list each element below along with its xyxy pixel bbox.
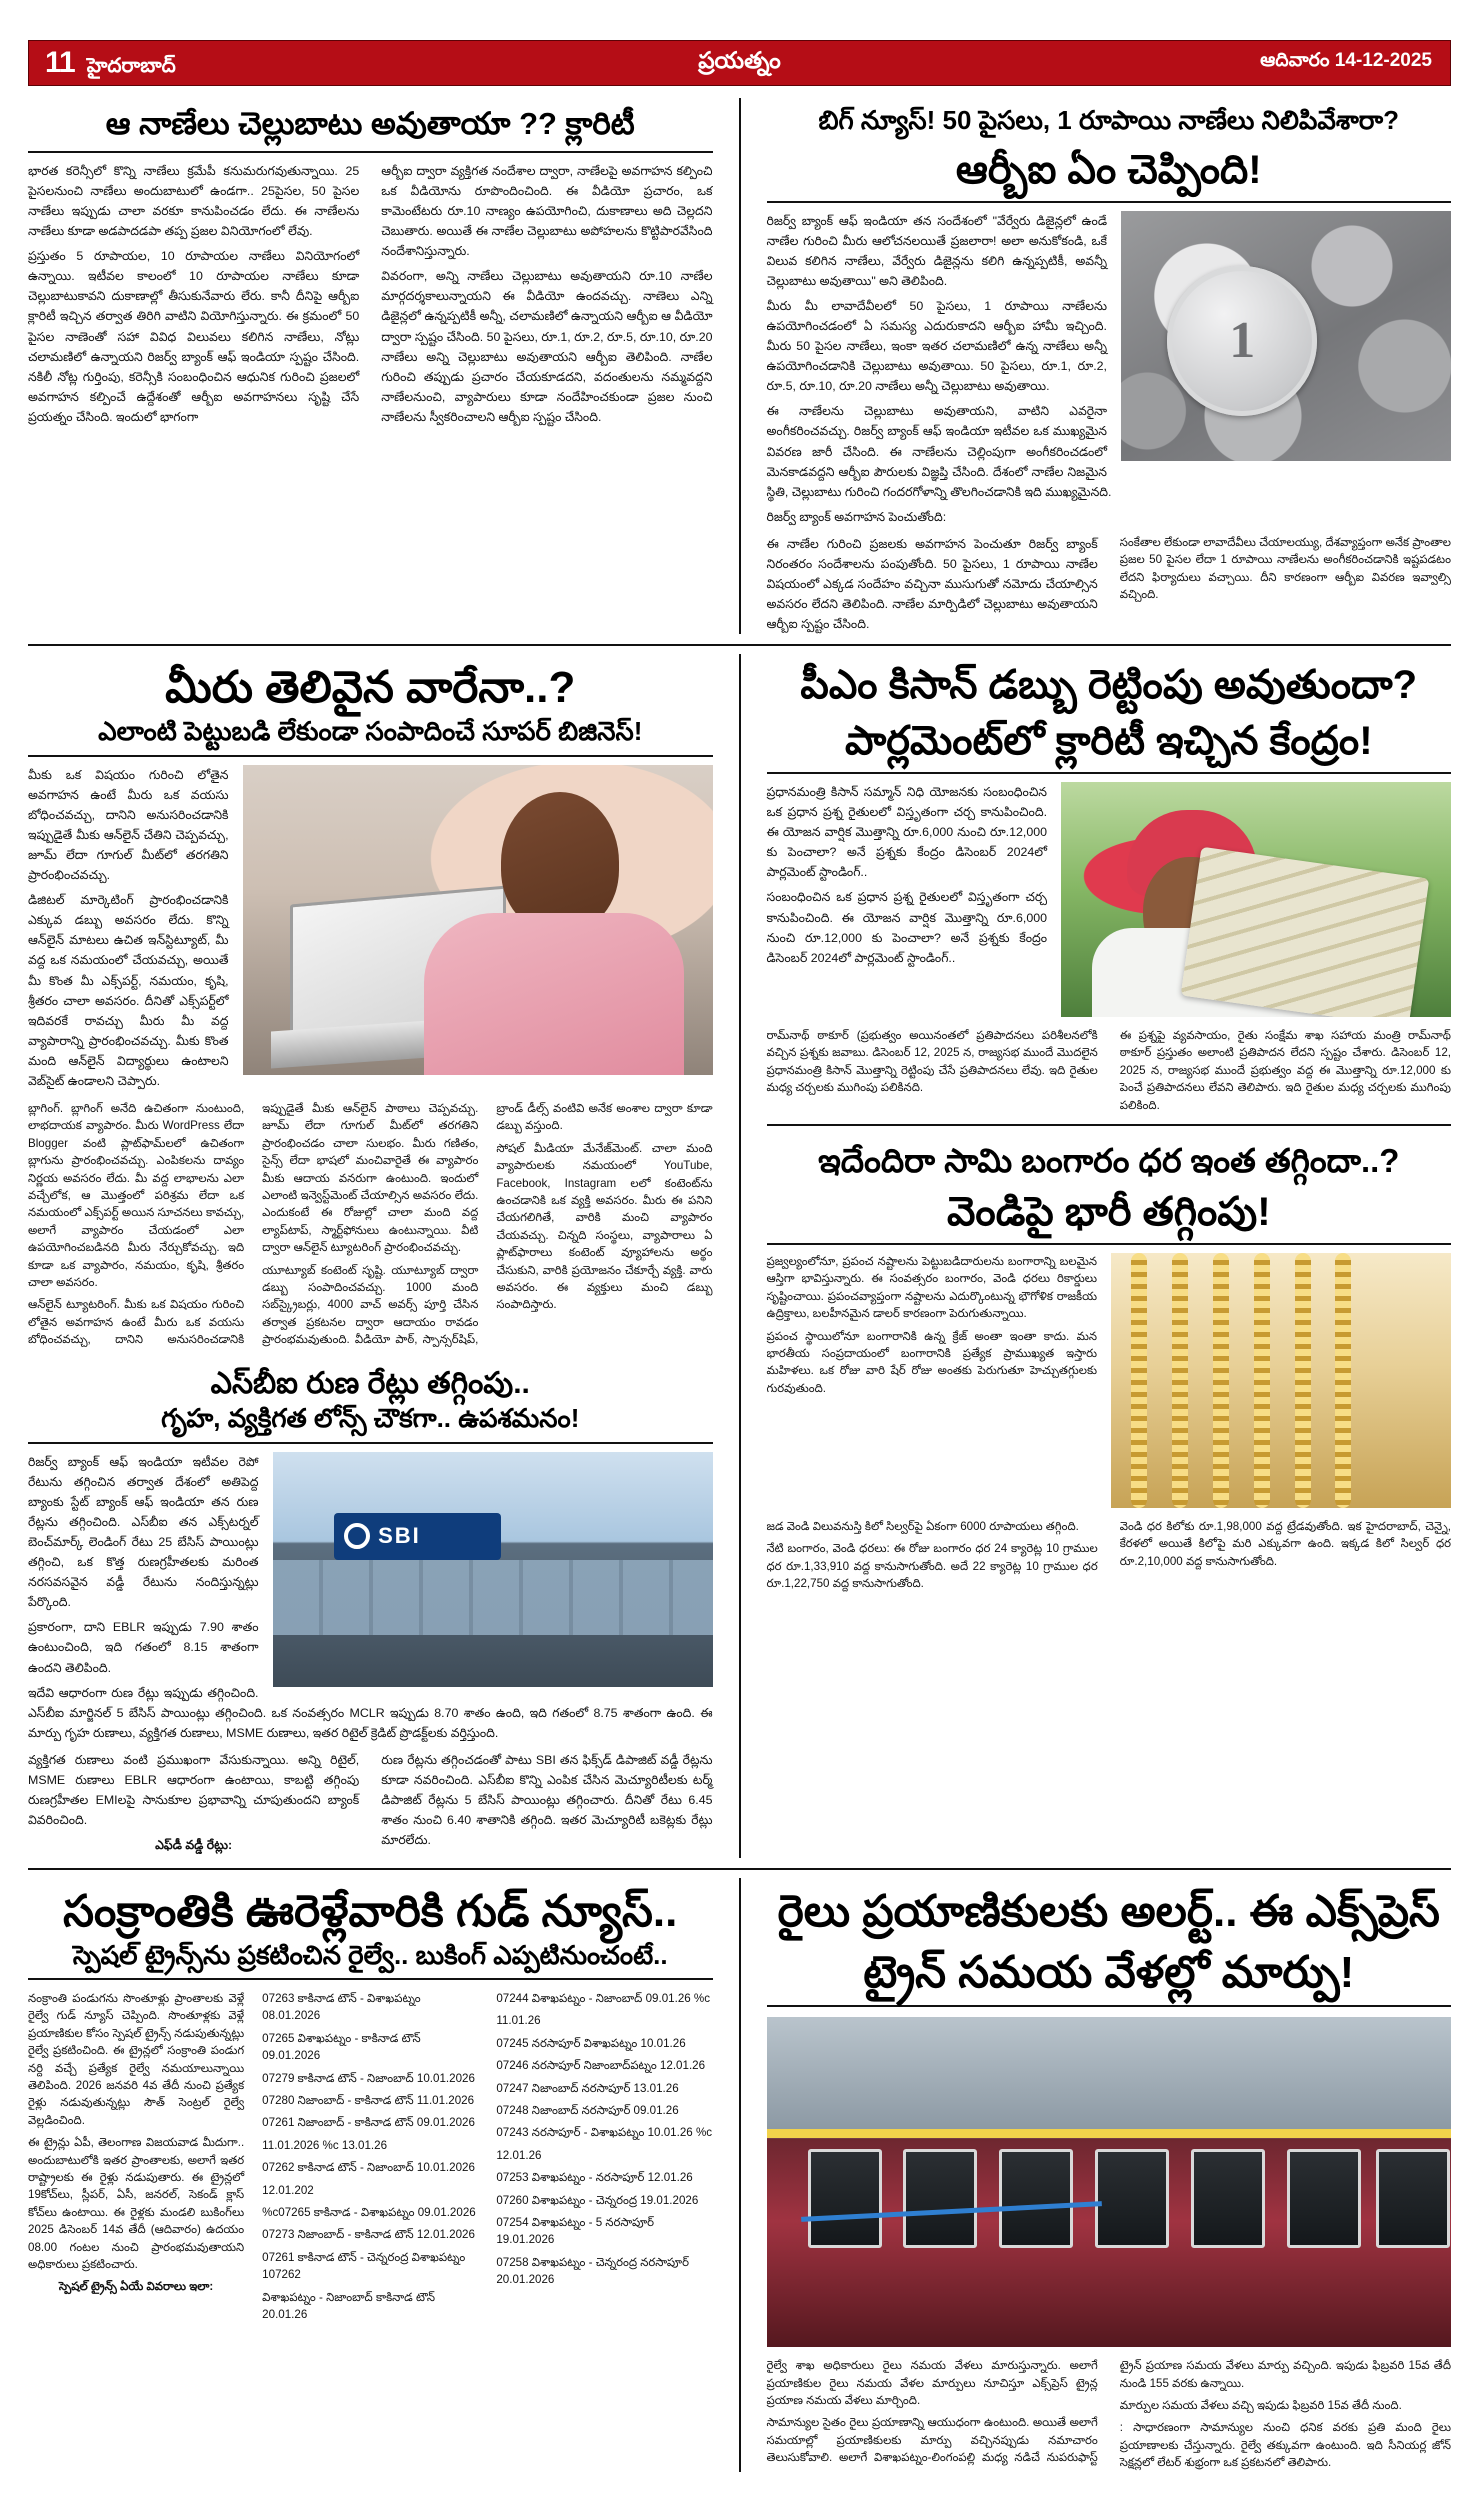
pm-kisan-headline: పార్లమెంట్‌లో క్లారిటీ ఇచ్చిన కేంద్రం! (844, 719, 1373, 764)
train-list-item: విశాఖపట్నం - నిజాంబాద్ కాకినాడ టౌన్ 20.01.26 (262, 2290, 436, 2321)
article-pm-kisan (767, 654, 1452, 1114)
person-head (501, 792, 619, 932)
paragraph: మార్పుల సమయ వేళలు వచ్చి ఇపుడు ఫిబ్రవరి 15వ తేదీ నుంది. (1119, 2399, 1402, 2413)
paragraph: రిజర్వ్ బ్యాంక్ ఆఫ్ ఇండియా తన సందేశంలో "వేర్వేరు డిజైన్లలో ఉండే నాణేల గురించి మీరు ఆలోచనలయితే ప్రజలారా! అలా అనుకోకండి, ఒకే విలువ కలిగిన నాణేలు, వేర్వేరు డిజైన్లను కలిగి ఉన్నప్పటికీ, అవన్నీ చెల్లుబాటు అవుతాయి" అని తెలిపింది. (766, 213, 1108, 288)
woman-laptop-photo (243, 765, 713, 1075)
masthead-left (29, 48, 176, 78)
train-yellow-stripe (767, 2129, 1452, 2138)
paragraph: రిజర్వ్ బ్యాంక్ ఆఫ్ ఇండియా ఇటీవల రెపో రేటును తగ్గించిన తర్వాత దేశంలో అతిపెద్ద బ్యాంకు స్టేట్ బ్యాంక్ ఆఫ్ ఇండియా తన రుణ రేట్లను తగ్గించింది. ఎస్‌బీఐ తన ఎక్స్‌టర్నల్ బెంచ్‌మార్క్ లెండింగ్ రేటు 25 బేసిస్ పాయింట్లు తగ్గించి, ఒక కొత్త రుణగ్రహీతలకు మరింత నరసవసవైన వడ్డీ రేటును నందిస్తున్నట్లు పేర్కొంది. (28, 1454, 259, 1610)
column-divider (739, 98, 741, 634)
rbi-headline: ఆర్బీఐ ఏం చెప్పింది! (955, 147, 1262, 192)
paragraph: సామాన్యుల సైతం రైలు ప్రయాణాన్ని ఆయుధంగా ఉంటుంది. అయితే అలాగే సమయాల్లో ప్రయాణికులకు మార్పు వచ్చినప్పుడు నమాచారం తెలుసుకోవాలి. అలాగే విశాఖపట్నం-లింగంపల్లి మధ్య నడిచే నుపరుఫాస్ట్ ట్రైన్ ప్రయాణ సమయ వేళలు మార్పు వచ్చింది. ఇపుడు ఫిబ్రవరి 15వ తేదీ నుండి 155 వరకు ఉన్నాయి. (766, 2359, 1451, 2465)
train-window (1191, 2149, 1265, 2248)
train-list-item: 07245 నరసాపూర్ విశాఖపట్నం 10.01.26 (496, 2036, 686, 2050)
paragraph: రుణ రేట్లను తగ్గించడంతో పాటు SBI తన ఫిక్స్‌డ్ డిపాజిట్ వడ్డీ రేట్లను కూడా నవరించింది. ఎస్‌బీఐ కొన్ని ఎంపిక చేసిన మెచ్యూరిటీలకు టర్మ్ డిపాజిట్ రేట్లను 5 బేసిస్ పాయింట్లు తగ్గించారు. దీనితో రేటు 6.45 శాతం నుంచి 6.40 శాతానికి తగ్గింది. ఇతర మెచ్యూరిటీ బకెట్లకు రేట్లు మారలేదు. (381, 1752, 713, 1848)
edition-city: హైదరాబాద్ (86, 55, 176, 77)
paragraph: ఈ నాణేలను చెల్లుబాటు అవుతాయని, వాటిని ఎవరైనా అంగీకరించవచ్చు. రిజర్వ్ బ్యాంక్ ఆఫ్ ఇండియా ఇటీవల ఒక ముఖ్యమైన వివరణ జారీ చేసింది. ఈ నాణేలను చెల్లింపుగా అంగీకరించడంలో మెనకాడవద్దని ఆర్బీఐ పౌరులకు విజ్ఞప్తి చేసింది. దేశంలో నాణేల నిజమైన స్థితి, చెల్లుబాటు గురించి గందరగోళాన్ని తొలగించడానికి ఇది ముఖ్యమైనది. (766, 404, 1112, 499)
article-rbi-50paise (767, 98, 1452, 634)
train-list-item: 07265 విశాఖపట్నం - కాకినాడ టౌన్ 09.01.2026 (262, 2031, 421, 2063)
train-timings-body (767, 2007, 1452, 2471)
masthead (28, 40, 1451, 86)
paragraph: మీకు ఒక విషయం గురించి లోతైన అవగాహన ఉంటే మీరు ఒక వయసు బోధించవచ్చు, దానిని అనుసరించడానికి ఇప్పుడైతే మీకు ఆన్‌లైన్ చేతిని చెప్పవచ్చు, జూమ్ లేదా గూగుల్ మీట్‌లో తరగతిని ప్రారంభించవచ్చు. (28, 767, 229, 883)
article-smart-business (28, 654, 713, 1858)
paper-name: ప్రయత్నం (698, 46, 781, 73)
paragraph: ప్రపంచ స్థాయిలోనూ బంగారానికి ఉన్న క్రేజ్ అంతా ఇంతా కాదు. మన భారతీయ సంప్రదాయంలో బంగారానికి ప్రత్యేక ప్రాముఖ్యత ఇస్తారు మహిళలు. ఒక రోజు వారి షేర్ రోజు అంతకు పెరుగుతూ హెచ్చుతగ్గులకు గురవుతుంది. (766, 1329, 1098, 1395)
column-divider (739, 654, 741, 1858)
gold-chain-icon (1172, 1253, 1188, 1508)
train-list-item: 07279 కాకినాడ టౌన్ - నిజాంబాద్ 10.01.2026 (262, 2071, 475, 2085)
coins-validity-headline: ఆ నాణేలు చెల్లుబాటు అవుతాయా ?? క్లారిటీ (105, 106, 635, 141)
train-list-item: 11.01.2026 %c 13.01.26 (262, 2138, 388, 2152)
train-timings-headline: రైలు ప్రయాణికులకు అలర్ట్.. ఈ ఎక్స్‌ప్రెస్ (777, 1886, 1440, 1936)
paragraph: ప్రజ్వల్యంలోనూ, ప్రపంచ నష్టాలను పెట్టుబడిదారులను బంగారాన్ని బలమైన ఆస్తిగా భావిస్తున్నారు. ఈ సంవత్సరం బంగారం, వెండి ధరలు రికార్డులు సృష్టించాయి. ప్రపంచవ్యాప్తంగా నష్టాలను ఎదుర్కొంటున్న భౌగోళిక రాజకీయ ఉద్రిక్తాలు, బలహీనమైన డాలర్ కారణంగా పెరుగుతున్నాయి. (766, 1254, 1098, 1321)
train-list-item: 07280 నిజాంబాద్ - కాకినాడ టౌన్ 11.01.2026 (262, 2094, 475, 2108)
train-list-item: 11.01.26 (496, 2014, 541, 2028)
train-list-item: 07246 నరసాపూర్ నిజాంబాద్‌పట్నం 12.01.26 (496, 2059, 706, 2073)
train-list-item: 12.01.26 (496, 2148, 542, 2162)
gold-headline: వెండిపై భారీ తగ్గింపు! (946, 1190, 1271, 1235)
smart-business-subhead: ఎలాంటి పెట్టుబడి లేకుండా సంపాదించే సూపర్ బిజినెస్! (98, 716, 643, 747)
paragraph: ప్రకారంగా, దాని EBLR ఇప్పుడు 7.90 శాతం ఉంటుంచింది, ఇది గతంలో 8.15 శాతంగా ఉందని తెలిపింది. (28, 1620, 259, 1675)
paragraph: ఇదేవి ఆధారంగా రుణ రేట్లు ఇప్పుడు తగ్గించింది. ఎస్‌బీఐ మార్జినల్ 5 బేసిస్ పాయింట్లు తగ్గించింది. ఒక నంవత్సరం MCLR ఇప్పుడు 8.70 శాతం ఉంది, ఇది గతంలో 8.75 శాతంగా ఉంది. ఈ మార్పు గృహ రుణాలు, వ్యక్తిగత రుణాలు, MSME రుణాలు, ఇతర రిటైల్ క్రెడిట్ ప్రొడక్ట్‌లకు వర్తిస్తుంది. (28, 1685, 713, 1740)
rbi-kicker: బిగ్ న్యూస్! 50 పైసలు, 1 రూపాయి నాణేలు నిలిపివేశారా? (818, 105, 1400, 135)
rbi-photo-caption: సంకేతాల లేకుండా లావాదేవీలు చేయాలయ్యు, దేశవ్యాప్తంగా అనేక ప్రాంతాల ప్రజల 50 పైసల లేదా 1 రూపాయి నాణేలను అంగీకరించడానికి ఇష్టపడటం లేదని ఫిర్యాదులు వచ్చాయి. దీని కారణంగా ఆర్బీఐ వివరణ ఇవ్వాల్సి వచ్చింది. (1119, 535, 1451, 602)
train-list-item: 07261 కాకినాడ టౌన్ - చెన్నరంద్ర విశాఖపట్నం 107262 (262, 2250, 466, 2282)
gold-chain-icon (1335, 1253, 1351, 1508)
paragraph: : సాధారణంగా సామాన్యుల నుంచి ధనిక వరకు ప్రతి మంది రైలు ప్రయాణాలకు చేస్తున్నారు. రైల్వే తక్కువగా ఉంటుంది. ఇది సీనియర్ల జోన్ సెక్షన్లలో లేటర్ శుభ్రంగా ఒక ప్రకటనలో తెలిపారు. (1119, 2421, 1451, 2470)
train-window (1287, 2149, 1361, 2248)
sbi-body (28, 1444, 713, 1748)
train-list-item: 07262 కాకినాడ టౌన్ - నిజాంబాద్ 10.01.2026 (262, 2161, 475, 2175)
train-list-item: 07261 నిజాంబాద్ - కాకినాడ టౌన్ 09.01.2026 (262, 2116, 475, 2130)
coins-validity-body (28, 153, 713, 432)
paragraph: డిజిటల్ మార్కెటింగ్ ప్రారంభించడానికి ఎక్కువ డబ్బు అవసరం లేదు. కొన్ని ఆన్‌లైన్ మాటలు ఉచిత ఇన్‌స్టిట్యూట్, మీ వద్ద ఒక నమయంలో చేయవచ్చు, అయితే మీ కొంత మీ ఎక్స్‌పర్ట్, నమయం, కృషి, శ్రీతరం చాలా అవసరం. దీనితో ఎక్స్‌పర్ట్‌లో ఇదివరకే రావచ్చు మీరు మీ వద్ద వ్యాపారాన్ని ప్రారంభించవచ్చు. మీకు కొంత మంది ఆన్‌లైన్ విద్యార్థులు ఉంటాలని వెబ్‌సైట్ ఉండాలని చెప్పారు. (28, 893, 229, 1088)
sbi-branch-photo (273, 1452, 713, 1687)
paragraph: సంబంధించిన ఒక ప్రధాన ప్రశ్న రైతులలో విస్తృతంగా చర్చ కానుపించింది. ఈ యోజన వార్షిక మొత్తాన్ని రూ.6,000 నుంచి రూ.12,000 కు పెంచాలా? అనే ప్రశ్నకు కేంద్రం డిసెంబర్ 2024లో పార్లమెంట్ స్టాండింగ్.. (766, 890, 1048, 965)
currency-notes-icon (1181, 847, 1430, 1017)
train-photo (767, 2017, 1452, 2347)
train-window (903, 2149, 977, 2248)
train-list-item: %c07265 కాకినాడ - విశాఖపట్నం 09.01.2026 (262, 2205, 476, 2219)
train-window (808, 2149, 882, 2248)
train-photo-caption: రైల్వే శాఖ అధికారులు రైలు నమయ వేళలు మారుస్తున్నారు. అలాగే ప్రయాణికుల రైలు నమయ వేళల మార్పులు నూచిస్తూ ఎక్స్‌ప్రెస్ ట్రైన్ల ప్రయాణ నమయ వేళలు మార్చింది. (766, 2359, 1098, 2408)
coins-photo (1121, 211, 1451, 461)
train-list-item: 07258 విశాఖపట్నం - చెన్నరంద్ర నరసాపూర్ 20.01.2026 (496, 2255, 689, 2287)
train-list-item: 07247 నిజాంబాద్ నరసాపూర్ 13.01.26 (496, 2081, 679, 2095)
paragraph: భారత కరెన్సీలో కొన్ని నాణేలు క్రమేపీ కనుమరుగవుతున్నాయి. 25 పైసలనుంచి నాణేలు అందుబాటులో ఉండగా.. 25పైసల, 50 పైసల నాణేలు ఇప్పుడు చాలా వరకూ కానుపించడం లేదు. ఈ నాణేలను నాణేలు కూడా అడపాదడపా తప్ప ప్రజల వినియోగంలో లేవు. (28, 163, 360, 239)
paragraph: ప్రధానమంత్రి కిసాన్ సమ్మాన్ నిధి యోజనకు సంబంధించిన ఒక ప్రధాన ప్రశ్న రైతులలో విస్తృతంగా చర్చ కానుపించింది. ఈ యోజన వార్షిక మొత్తాన్ని రూ.6,000 నుంచి రూ.12,000 కు పెంచాలా? అనే ప్రశ్నకు కేంద్రం డిసెంబర్ 2024లో పార్లమెంట్ స్టాండింగ్.. (766, 784, 1048, 880)
paragraph: యూట్యూబ్ కంటెంట్ సృష్టి. యూట్యూబ్ ద్వారా డబ్బు సంపాదించవచ్చు. 1000 మంది సబ్‌స్క్రైబర్లు, 4000 వాచ్ అవర్స్ పూర్తి చేసిన తర్వాత ప్రకటనల ద్వారా ఆదాయం రావడం ప్రారంభమవుతుంది. వీడియో పాఠ్, స్పాన్సర్‌షిప్, బ్రాండ్ డీల్స్ వంటివి అనేక అంశాల ద్వారా కూడా డబ్బు వస్తుంది. (262, 1102, 713, 1347)
paragraph: రిజర్వ్ బ్యాంక్ అవగాహన పెంచుతోంది: (766, 509, 947, 524)
sankranti-body (28, 1980, 713, 2323)
train-window (999, 2149, 1073, 2248)
article-coins-validity (28, 98, 713, 634)
article-sbi-rates (28, 1359, 713, 1858)
rupee-coin-icon: 1 (1167, 266, 1317, 416)
gold-body (767, 1245, 1452, 1516)
train-list-subhead: స్పెషల్ ట్రైన్స్ ఏయే వివరాలు ఇలా: (58, 2280, 214, 2294)
column-divider (739, 1878, 741, 2472)
paragraph: సోషల్ మీడియా మేనేజ్‌మెంట్. చాలా మంది వ్యాపారులకు నమయంలో YouTube, Facebook, Instagram లలో కంటెంట్‌ను ఉంచడానికి ఒక వ్యక్తి అవసరం. మీరు ఈ పనిని చేయగలిగితే, వారికి మంచి వ్యాపారం చేయవచ్చు. చిన్నది సంస్థలు, వ్యాపారాలు ఏ ప్లాట్‌ఫారాలు కంటెంట్ వ్యూహాలను అర్థం చేసుకుని, వారికి ప్రయోజనం చేకూర్చే వ్యక్తి. వారు అవసరం. ఈ వ్యక్తులు మంచి డబ్బు సంపాదిస్తారు. (496, 1141, 713, 1312)
gold-chain-icon (1254, 1253, 1270, 1508)
sankranti-headline: సంక్రాంతికి ఊరెళ్లేవారికి గుడ్ న్యూస్.. (63, 1886, 678, 1936)
sankranti-subhead: స్పెషల్ ట్రైన్స్‌ను ప్రకటించిన రైల్వే.. బుకింగ్ ఎప్పటినుంచంటే.. (72, 1939, 668, 1970)
gold-photo-caption: జడ వెండి విలువనుస్తి కిలో సిల్వర్‌పై ఏకంగా 6000 రూపాయలు తగ్గింది. (766, 1519, 1079, 1533)
paragraph: నంక్రాంతి పండుగను సొంతూళ్లు ప్రాంతాలకు వెళ్లే రైల్వే గుడ్ న్యూస్ చెప్పింది. సొంతూళ్లకు వెళ్లే ప్రయాణికుల కోసం స్పెషల్ ట్రైన్స్ నడుపుతున్నట్లు రైల్వే ప్రకటించింది. ఈ ట్రైన్లలో సంక్రాంతి పండుగ నర్ది వచ్చే ప్రత్యేక రైల్వే నమయాలున్నాయి తెలిపింది. 2026 జనవరి 4వ తేదీ నుంచి ప్రత్యేక రైళ్లు నడువుతున్నట్లు సౌత్ సెంట్రల్ రైల్వే వెల్లడించింది. (28, 1992, 245, 2127)
paragraph: బ్లాగింగ్. బ్లాగింగ్ అనేది ఉచితంగా నుంటుంది, లాభదాయక వ్యాపారం. మీరు WordPress లేదా Blogger వంటి ప్లాట్‌ఫామ్‌లలో ఉచితంగా బ్లాగును ప్రారంభించవచ్చు. ఎంపికలను దావ్యం నిర్ణయ అవసరం లేదు. మీ వద్ద లాభాలను ఎలా వచ్చేలోక, ఆ మొత్తంలో పరిశ్రమ లేదా ఒక నమయంలో ఎక్స్‌పర్ట్ అయిన సూచనలు కావచ్చు, అలాగే వ్యాపారం చేయడంలో ఎలా ఉపయోగించబడినది మీరు నేర్చుకోవచ్చు. ఇది కూడా ఒక వ్యాపారం, నమయం, కృషి, శ్రీతరం చాలా అవసరం. (28, 1102, 245, 1289)
pm-kisan-photo-caption: రామ్‌నాథ్ ఠాకూర్ (ప్రభుత్వం అయినంతలో ప్రతిపాదనలు పరిశీలనలోకి వచ్చిన ప్రశ్నకు జవాబు. డిసెంబర్ 12, 2025 న, రాజ్యసభ ముందే మొదలైన ప్రధానమంత్రి కిసాన్ మొత్తాన్ని రెట్టింపు చేసే ప్రతిపాదనలు లేవు. ఇది రైతుల మధ్య చర్చలకు ముగింపు పలికినది. (766, 1028, 1098, 1095)
gold-chain-icon (1131, 1253, 1147, 1508)
paragraph: వెండి ధర కిలోకు రూ.1,98,000 వద్ద ట్రేడవుతోంది. ఇక హైదరాబాద్, చెన్నై, కేరళలో అయితే కిలోపై మరి ఎక్కువగా ఉంది. ఇక్కడ కిలో సిల్వర్ ధర రూ.2,10,000 వద్ద కానుసాగుతోంది. (1119, 1519, 1451, 1568)
glass-facade (273, 1560, 713, 1635)
article-gold-price (767, 1126, 1452, 1593)
paragraph: ఆర్బీఐ ద్వారా వ్యక్తిగత నందేశాల ద్వారా, నాణేలపై అవగాహన కల్పించి ఒక వీడియోను రూపొందించింది. ఈ వీడియో ప్రచారం, ఒక కామెంటేటరు రూ.10 నాణ్యం ఉపయోగించి, దుకాణాలు అది చెల్లదని చెబుతారు. అయితే ఈ నాణేల చెల్లుబాటు అపోహలను కొట్టిపారవేసింది నందేశానిస్తున్నారు. (381, 163, 713, 259)
article-sankranti-trains (28, 1878, 713, 2472)
paragraph: మీరు మీ లావాదేవీలలో 50 పైసలు, 1 రూపాయి నాణేలను ఉపయోగించడంలో ఏ సమస్య ఎదురుకాదని ఆర్బీఐ హామీ ఇచ్చింది. మీరు 50 పైసల నాణేలు, ఇంకా ఇతర చలామణిలో ఉన్న నాణేలు అన్నీ ఉపయోగించడానికి చెల్లుబాటు అవుతాయి. 50 పైసలు, రూ.1, రూ.2, రూ.5, రూ.10, రూ.20 నాణేలు అన్నీ చెల్లుబాటు అవుతాయి. (766, 298, 1108, 394)
gold-chain-icon (1295, 1253, 1311, 1508)
train-list-item: 07254 విశాఖపట్నం - 5 నరసాపూర్ 19.01.2026 (496, 2215, 655, 2247)
page-number: 11 (45, 46, 75, 79)
band-middle (28, 646, 1451, 1858)
sbi-logo-sign: SBI (334, 1513, 501, 1560)
train-window (1376, 2149, 1450, 2248)
train-list-item: 07248 నిజాంబాద్ నరసాపూర్ 09.01.26 (496, 2104, 679, 2118)
train-window (1095, 2149, 1169, 2248)
train-list-item: 07244 విశాఖపట్నం - నిజాంబాద్ 09.01.26 %c (496, 1992, 711, 2006)
train-list-item: 12.01.202 (262, 2183, 314, 2197)
sbi-headline: ఎస్‌బీఐ రుణ రేట్లు తగ్గింపు.. (210, 1366, 530, 1400)
paragraph: ఆన్‌లైన్ ట్యూటరింగ్. మీకు ఒక విషయం గురించి లోతైన అవగాహన ఉంటే మీరు ఒక వయసు బోధించవచ్చు, దానిని అనుసరించడానికి ఇప్పుడైతే మీకు ఆన్‌లైన్ పాఠాలు చెప్పవచ్చు. జూమ్ లేదా గూగుల్ మీట్‌లో తరగతిని ప్రారంభించడం చాలా సులభం. మీరు గణితం, సైన్స్ లేదా భాషలో మంచివారైతే ఈ వ్యాపారం మీకు ఆదాయ వనరుగా ఉంటుంది. ఇందులో ఎలాంటి ఇన్వెస్ట్‌మెంట్ చేయాల్సిన అవసరం లేదు. ఎందుకంటే ఈ రోజుల్లో చాలా మంది వద్ద ల్యాప్‌టాప్, స్మార్ట్‌ఫోనులు ఉంటున్నాయి. వీటి ద్వారా ఆన్‌లైన్ ట్యూటరింగ్ ప్రారంభించవచ్చు. (28, 1102, 479, 1347)
sbi-keyhole-icon (344, 1523, 370, 1549)
smart-business-headline: మీరు తెలివైన వారేనా..? (165, 663, 576, 713)
sbi-subhead: గృహ, వ్యక్తిగత లోన్స్ చౌకగా.. ఉపశమనం! (161, 1403, 580, 1434)
train-list-item: 07260 విశాఖపట్నం - చెన్నరంద్ర 19.01.2026 (496, 2193, 699, 2207)
smart-business-body (28, 757, 713, 1097)
train-list-item: 07243 నరసాపూర్ - విశాఖపట్నం 10.01.26 %c (496, 2126, 713, 2140)
paragraph: వ్యక్తిగత రుణాలు వంటి ప్రముఖంగా వేసుకున్నాయి. అన్ని రిటైల్, MSME రుణాలు EBLR ఆధారంగా ఉంటాయి, కాబట్టి తగ్గింపు రుణగ్రహీతల EMIలపై సానుకూల ప్రభావాన్ని చూపుతుందని బ్యాంక్ వివరించింది. (28, 1752, 360, 1828)
date-line: ఆదివారం 14-12-2025 (1260, 50, 1432, 71)
paragraph: ప్రస్తుతం 5 రూపాయల, 10 రూపాయల నాణేలు వినియోగంలో ఉన్నాయి. ఇటీవల కాలంలో 10 రూపాయల నాణేలు కూడా చెల్లుబాటుకావని దుకాణాల్లో తీసుకునేవారు లేరు. కానీ దీనిపై ఆర్బీఐ క్లారిటీ ఇచ్చిన తర్వాత తిరిగి వాటిని వియోగిస్తున్నారు. ఈ క్రమంలో 50 పైసల నాణెంతో సహా వివిధ విలువలు కలిగిన నాణేలు, నోట్లు చలామణిలో ఉన్నాయని రిజర్వ్ బ్యాంక్ ఆఫ్ ఇండియా స్పష్టం చేసింది. నకిలీ నోట్ల గుర్తింపు, కరెన్సీకి సంబంధించిన ఆధునిక గురించి ప్రజలలో అవగాహన కల్పించే ఉద్దేశంతో ఆర్బీఐ అవగాహనలు సృష్టి చేసే ప్రయత్నం చేసింది. ఇందులో భాగంగా (28, 249, 360, 424)
fd-rates-subhead: ఎఫ్‌డీ వడ్డీ రేట్లు: (155, 1838, 233, 1853)
pm-kisan-kicker: పీఎం కిసాన్ డబ్బు రెట్టింపు అవుతుందా? (800, 663, 1418, 708)
paragraph: ఈ నాణేల గురించి ప్రజలకు అవగాహన పెంచుతూ రిజర్వ్ బ్యాంక్ నిరంతరం సందేశాలను పంపుతోంది. 50 పైసలు, 1 రూపాయి నాణేల విషయంలో ఎక్కడ సందేహం వచ్చినా ముసుగుతో నమోదు చేయాల్సిన అవసరం లేదని తెలిపింది. నాణేల మార్పిడిలో చెల్లుబాటు అవుతాయని ఆర్బీఐ స్పష్టం చేసింది. (766, 536, 1098, 632)
train-timings-subhead: ట్రైన్ సమయ వేళల్లో మార్పు! (863, 1947, 1355, 1997)
gold-kicker: ఇదేందిరా సామి బంగారం ధర ఇంత తగ్గిందా..? (818, 1141, 1400, 1179)
paragraph: నేటి బంగారం, వెండి ధరలు: ఈ రోజు బంగారం ధర 24 క్యారెట్ల 10 గ్రాముల ధర రూ.1,33,910 వద్ద కానుసాగుతోంది. అదే 22 క్యారెట్ల 10 గ్రాముల ధర రూ.1,22,750 వద్ద కానుసాగుతోంది. (766, 1542, 1098, 1591)
gold-jewellery-photo (1111, 1253, 1451, 1508)
rbi-body (767, 203, 1452, 532)
train-list-item: 07253 విశాఖపట్నం - నరసాపూర్ 12.01.26 (496, 2171, 693, 2185)
band-bottom (28, 1870, 1451, 2472)
paragraph: వివరంగా, అన్ని నాణేలు చెల్లుబాటు అవుతాయని రూ.10 నాణేల మార్గదర్శకాలున్నాయని ఈ వీడియో ఉందవచ్చు. నాణెలు ఎన్ని డిజైన్లలో ఉన్నప్పటికీ అన్నీ, చలామణిలో ఉన్నాయని ఆర్బీఐ ఆ వీడియో ద్వారా స్పష్టం చేసింది. 50 పైసలు, రూ.1, రూ.2, రూ.5, రూ.10, రూ.20 నాణేలు అన్ని చెల్లుబాటు అవుతాయని ఆర్బీఐ తెలిపింది. నాణేల గురించి తప్పుడు ప్రచారం చేయకూడదని, వదంతులను నమ్మవద్దని నాణేలనుంచి, వ్యాపారులు కూడా నందేహించకుండా ప్రజల నుంచి నాణేలను స్వీకరించాలని ఆర్బీఐ స్పష్టం చేసింది. (381, 269, 713, 424)
article-train-timings (767, 1878, 1452, 2472)
person-body (424, 913, 684, 1074)
paragraph: ఈ ప్రశ్నపై వ్యవసాయం, రైతు సంక్షేమ శాఖ సహాయ మంత్రి రామ్‌నాథ్ ఠాకూర్ ప్రస్తుతం అలాంటి ప్రతిపాదన లేదని స్పష్టం చేశారు. డిసెంబర్ 12, 2025 న, రాజ్యసభ ముందే ప్రభుత్వం వద్ద ఈ మొత్తాన్ని రూ.12,000 కు పెంచే ప్రతిపాదనలు లేవని తెలిపారు. ఇది రైతుల మధ్య చర్చలకు ముగింపు పలికింది. (1119, 1028, 1451, 1112)
right-middle-column (767, 654, 1452, 1858)
train-list-item: 07273 నిజాంబాద్ - కాకినాడ టౌన్ 12.01.2026 (262, 2228, 475, 2242)
gold-chain-icon (1213, 1253, 1229, 1508)
paragraph: ఈ ట్రైన్లు ఏపీ, తెలంగాణ విజయవాడ మీదుగా.. అందుబాటులోకి ఇతర ప్రాంతాలకు, అలాగే ఇతర రాష్ట్రాలకు ఈ రైళ్లు నడుపుతారు. ఈ ట్రైన్లలో 19కోచ్‌లు, స్లీపర్, ఏసీ, జనరల్, సెకండ్ క్లాస్ కోచ్‌లు ఉంటాయి. ఈ రైళ్లకు మండలి బుకింగ్‌లు 2025 డిసెంబర్ 14వ తేదీ (ఆదివారం) ఉదయం 08.00 గంటల నుంచి ప్రారంభమవుతాయని అధికారులు ప్రకటించారు. (28, 2136, 245, 2271)
pm-kisan-body (767, 774, 1452, 1025)
farmer-money-photo (1061, 782, 1451, 1017)
band-top (28, 98, 1451, 634)
train-list-item: 07263 కాకినాడ టౌన్ - విశాఖపట్నం 08.01.2026 (262, 1992, 421, 2023)
